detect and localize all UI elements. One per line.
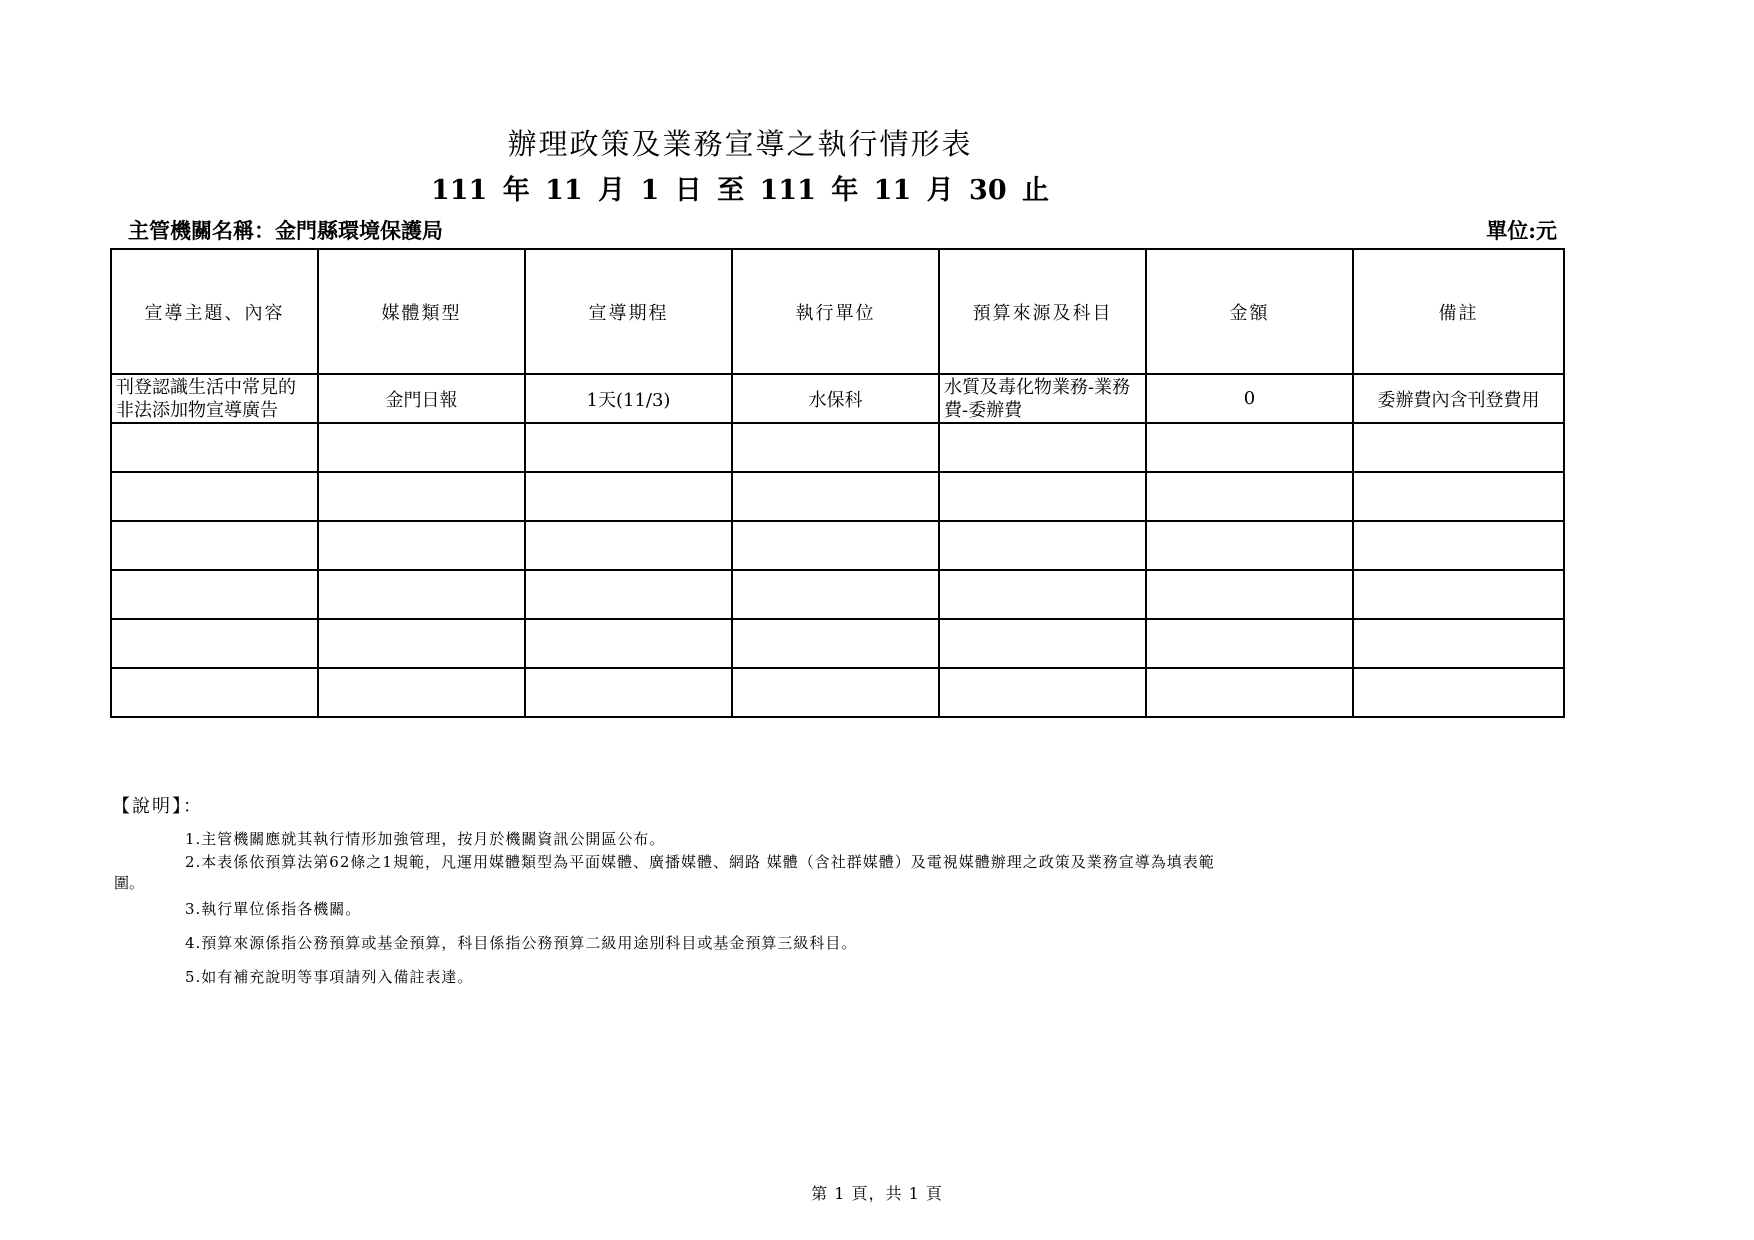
cell-media-type <box>318 570 525 619</box>
note-item-3: 3.執行單位係指各機關。 <box>185 900 362 918</box>
note-item-2: 2.本表係依預算法第62條之1規範，凡運用媒體類型為平面媒體、廣播媒體、網路 媒體（含社群媒體）及電視媒體辦理之政策及業務宣導為填表範 <box>185 853 1215 871</box>
cell-topic <box>111 668 318 717</box>
cell-amount <box>1146 668 1353 717</box>
cell-executing-unit <box>732 472 939 521</box>
cell-remarks <box>1353 472 1564 521</box>
header-executing-unit: 執行單位 <box>732 249 939 374</box>
header-budget-source: 預算來源及科目 <box>939 249 1146 374</box>
table-row <box>111 668 1564 717</box>
cell-remarks <box>1353 570 1564 619</box>
cell-schedule <box>525 472 732 521</box>
execution-table <box>110 248 1565 718</box>
cell-executing-unit <box>732 521 939 570</box>
page-number-footer: 第 1 頁，共 1 頁 <box>811 1184 943 1203</box>
cell-media-type: 金門日報 <box>318 374 525 423</box>
cell-topic <box>111 472 318 521</box>
cell-executing-unit <box>732 570 939 619</box>
cell-executing-unit <box>732 668 939 717</box>
cell-schedule <box>525 668 732 717</box>
header-topic: 宣導主題、內容 <box>111 249 318 374</box>
cell-executing-unit <box>732 423 939 472</box>
cell-budget-source: 水質及毒化物業務-業務費-委辦費 <box>939 374 1146 423</box>
table-row <box>111 472 1564 521</box>
cell-budget-source <box>939 521 1146 570</box>
cell-remarks <box>1353 619 1564 668</box>
cell-schedule <box>525 619 732 668</box>
cell-remarks: 委辦費內含刊登費用 <box>1353 374 1564 423</box>
cell-topic <box>111 570 318 619</box>
cell-schedule <box>525 521 732 570</box>
notes-header: 【說明】： <box>112 796 203 817</box>
cell-media-type <box>318 423 525 472</box>
date-range-subtitle: 111 年 11 月 1 日 至 111 年 11 月 30 止 <box>430 175 1050 206</box>
agency-name: 主管機關名稱：金門縣環境保護局 <box>128 218 443 243</box>
cell-amount <box>1146 423 1353 472</box>
cell-budget-source <box>939 472 1146 521</box>
cell-schedule: 1天(11/3) <box>525 374 732 423</box>
cell-budget-source <box>939 668 1146 717</box>
cell-remarks <box>1353 668 1564 717</box>
cell-amount <box>1146 570 1353 619</box>
cell-schedule <box>525 423 732 472</box>
cell-executing-unit: 水保科 <box>732 374 939 423</box>
cell-remarks <box>1353 423 1564 472</box>
cell-topic <box>111 619 318 668</box>
cell-schedule <box>525 570 732 619</box>
note-item-1: 1.主管機關應就其執行情形加強管理，按月於機關資訊公開區公布。 <box>185 830 666 848</box>
cell-budget-source <box>939 619 1146 668</box>
table-row <box>111 619 1564 668</box>
cell-budget-source <box>939 570 1146 619</box>
cell-amount <box>1146 521 1353 570</box>
cell-topic <box>111 521 318 570</box>
note-item-5: 5.如有補充說明等事項請列入備註表達。 <box>185 968 474 986</box>
table-row <box>111 521 1564 570</box>
note-item-4: 4.預算來源係指公務預算或基金預算，科目係指公務預算二級用途別科目或基金預算三級科目。 <box>185 934 858 952</box>
cell-amount: 0 <box>1146 374 1353 423</box>
header-amount: 金額 <box>1146 249 1353 374</box>
cell-remarks <box>1353 521 1564 570</box>
cell-executing-unit <box>732 619 939 668</box>
header-schedule: 宣導期程 <box>525 249 732 374</box>
cell-budget-source <box>939 423 1146 472</box>
table-row <box>111 374 1564 423</box>
unit-label: 單位:元 <box>1486 218 1557 243</box>
header-media-type: 媒體類型 <box>318 249 525 374</box>
cell-media-type <box>318 668 525 717</box>
cell-amount <box>1146 619 1353 668</box>
table-row <box>111 570 1564 619</box>
cell-media-type <box>318 521 525 570</box>
page-title: 辦理政策及業務宣導之執行情形表 <box>507 127 973 161</box>
note-item-2-continuation: 圍。 <box>114 874 145 892</box>
table-row <box>111 423 1564 472</box>
header-remarks: 備註 <box>1353 249 1564 374</box>
cell-amount <box>1146 472 1353 521</box>
table-header-row <box>111 249 1564 374</box>
cell-topic: 刊登認識生活中常見的非法添加物宣導廣告 <box>111 374 318 423</box>
cell-media-type <box>318 619 525 668</box>
cell-media-type <box>318 472 525 521</box>
cell-topic <box>111 423 318 472</box>
